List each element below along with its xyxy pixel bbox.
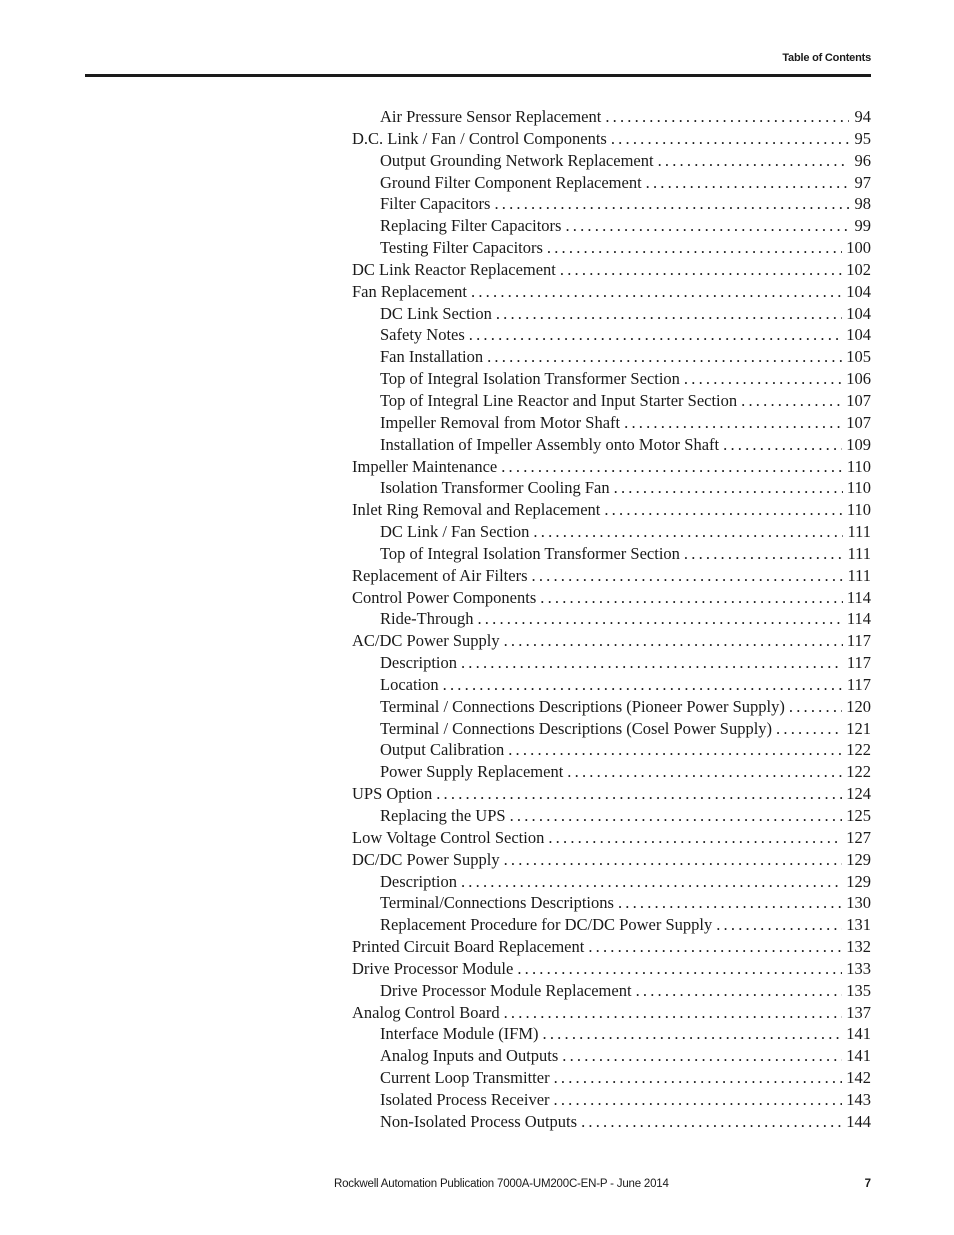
toc-entry-title: Terminal/Connections Descriptions <box>380 893 614 913</box>
toc-entry[interactable] <box>352 107 871 129</box>
toc-entry-title: Terminal / Connections Descriptions (Pioneer Power Supply) <box>380 696 785 716</box>
toc-leader-dots <box>646 173 849 193</box>
toc-entry[interactable] <box>352 194 871 216</box>
toc-entry[interactable] <box>352 653 871 675</box>
toc-entry-page: 141 <box>846 1024 871 1044</box>
toc-leader-dots <box>716 915 842 935</box>
toc-entry-title: Power Supply Replacement <box>380 762 564 782</box>
toc-entry-title: Testing Filter Capacitors <box>380 238 543 258</box>
toc-entry-title: DC Link Reactor Replacement <box>352 259 556 279</box>
toc-leader-dots <box>684 369 842 389</box>
toc-entry-title: Ride-Through <box>380 609 474 629</box>
toc-entry-page: 127 <box>846 827 871 847</box>
toc-entry[interactable] <box>352 457 871 479</box>
toc-entry[interactable] <box>352 413 871 435</box>
toc-entry-page: 122 <box>846 762 871 782</box>
toc-entry[interactable] <box>352 828 871 850</box>
toc-entry-page: 135 <box>846 980 871 1000</box>
toc-leader-dots <box>469 325 842 345</box>
toc-entry-title: Replacement of Air Filters <box>352 565 528 585</box>
toc-entry[interactable] <box>352 369 871 391</box>
toc-entry[interactable] <box>352 238 871 260</box>
footer-page-number: 7 <box>864 1178 871 1190</box>
toc-leader-dots <box>611 129 849 149</box>
toc-entry-title: Current Loop Transmitter <box>380 1068 550 1088</box>
toc-leader-dots <box>581 1112 842 1132</box>
toc-entry[interactable] <box>352 784 871 806</box>
toc-leader-dots <box>562 1046 842 1066</box>
toc-entry[interactable] <box>352 260 871 282</box>
toc-entry-page: 110 <box>846 500 871 520</box>
toc-leader-dots <box>532 566 844 586</box>
toc-entry[interactable] <box>352 347 871 369</box>
toc-entry-title: Top of Integral Isolation Transformer Section <box>380 543 680 563</box>
toc-entry-page: 111 <box>847 522 871 542</box>
toc-leader-dots <box>461 653 843 673</box>
toc-entry-page: 111 <box>847 543 871 563</box>
toc-entry-title: DC Link / Fan Section <box>380 522 530 542</box>
toc-entry-page: 102 <box>846 259 871 279</box>
toc-entry-page: 94 <box>854 107 871 126</box>
toc-entry[interactable] <box>352 391 871 413</box>
toc-leader-dots <box>658 151 849 171</box>
toc-leader-dots <box>684 544 844 564</box>
toc-leader-dots <box>436 784 842 804</box>
toc-leader-dots <box>604 500 843 520</box>
toc-entry-title: Safety Notes <box>380 325 465 345</box>
toc-leader-dots <box>477 609 842 629</box>
toc-entry-title: Description <box>380 871 457 891</box>
toc-entry-title: Top of Integral Line Reactor and Input Starter Section <box>380 390 738 410</box>
toc-entry[interactable] <box>352 981 871 1003</box>
toc-leader-dots <box>501 457 843 477</box>
toc-entry-page: 107 <box>846 390 871 410</box>
toc-entry[interactable] <box>352 719 871 741</box>
toc-leader-dots <box>776 719 842 739</box>
toc-leader-dots <box>723 435 842 455</box>
toc-entry[interactable] <box>352 325 871 347</box>
toc-entry-title: Impeller Removal from Motor Shaft <box>380 412 621 432</box>
toc-entry[interactable] <box>352 588 871 610</box>
toc-entry-title: UPS Option <box>352 784 433 804</box>
toc-entry-title: Ground Filter Component Replacement <box>380 172 642 192</box>
toc-leader-dots <box>494 194 849 214</box>
toc-leader-dots <box>741 391 842 411</box>
toc-entry-title: Output Calibration <box>380 740 505 760</box>
toc-leader-dots <box>504 1003 843 1023</box>
toc-entry[interactable] <box>352 850 871 872</box>
toc-leader-dots <box>565 216 849 236</box>
toc-leader-dots <box>789 697 842 717</box>
toc-entry-page: 122 <box>846 740 871 760</box>
toc-leader-dots <box>588 937 842 957</box>
toc-entry-page: 117 <box>846 631 871 651</box>
toc-entry-title: Analog Control Board <box>352 1002 500 1022</box>
toc-entry-title: Isolation Transformer Cooling Fan <box>380 478 610 498</box>
toc-leader-dots <box>547 238 842 258</box>
toc-entry-title: Low Voltage Control Section <box>352 827 545 847</box>
toc-entry-page: 124 <box>846 784 871 804</box>
toc-entry-page: 129 <box>846 871 871 891</box>
toc-leader-dots <box>636 981 843 1001</box>
toc-leader-dots <box>510 806 843 826</box>
toc-leader-dots <box>443 675 843 695</box>
toc-entry[interactable] <box>352 282 871 304</box>
toc-entry[interactable] <box>352 675 871 697</box>
toc-entry-title: Replacing the UPS <box>380 806 506 825</box>
toc-entry-page: 104 <box>846 303 871 323</box>
toc-leader-dots <box>605 107 849 127</box>
table-of-contents <box>352 107 871 1134</box>
toc-entry[interactable] <box>352 566 871 588</box>
toc-entry-title: Interface Module (IFM) <box>380 1024 539 1044</box>
toc-entry[interactable] <box>352 806 871 828</box>
toc-leader-dots <box>560 260 842 280</box>
toc-entry-title: Location <box>380 674 439 694</box>
toc-leader-dots <box>496 304 842 324</box>
toc-entry-page: 129 <box>846 849 871 869</box>
toc-entry-page: 117 <box>846 653 871 673</box>
toc-entry-title: Impeller Maintenance <box>352 456 498 476</box>
toc-entry-page: 144 <box>846 1111 871 1131</box>
toc-entry-page: 114 <box>846 609 871 629</box>
toc-entry-title: Non-Isolated Process Outputs <box>380 1111 578 1131</box>
toc-entry-title: Installation of Impeller Assembly onto Motor Shaft <box>380 434 720 454</box>
toc-leader-dots <box>517 959 842 979</box>
toc-entry-title: Analog Inputs and Outputs <box>380 1046 559 1066</box>
toc-entry-title: Control Power Components <box>352 587 537 607</box>
toc-entry-page: 107 <box>846 412 871 432</box>
toc-entry[interactable] <box>352 216 871 238</box>
toc-entry[interactable] <box>352 500 871 522</box>
toc-entry-title: Drive Processor Module <box>352 958 514 978</box>
toc-leader-dots <box>567 762 842 782</box>
toc-entry-page: 111 <box>847 565 871 585</box>
toc-entry[interactable] <box>352 631 871 653</box>
toc-entry-page: 96 <box>854 150 871 170</box>
toc-entry[interactable] <box>352 1068 871 1090</box>
toc-entry-page: 110 <box>846 478 871 498</box>
toc-entry-page: 99 <box>854 216 871 236</box>
running-header: Table of Contents <box>782 52 871 64</box>
toc-entry-title: Top of Integral Isolation Transformer Section <box>380 369 680 389</box>
toc-entry[interactable] <box>352 151 871 173</box>
toc-entry-title: Printed Circuit Board Replacement <box>352 937 585 957</box>
toc-leader-dots <box>618 893 842 913</box>
toc-entry-page: 133 <box>846 958 871 978</box>
toc-entry-title: Fan Installation <box>380 347 484 367</box>
toc-entry[interactable] <box>352 1024 871 1046</box>
toc-entry[interactable] <box>352 915 871 937</box>
toc-leader-dots <box>540 588 843 608</box>
toc-entry-page: 109 <box>846 434 871 454</box>
toc-leader-dots <box>508 740 842 760</box>
toc-entry-title: D.C. Link / Fan / Control Components <box>352 128 607 148</box>
toc-entry-title: Filter Capacitors <box>380 194 491 214</box>
toc-entry[interactable] <box>352 1046 871 1068</box>
toc-leader-dots <box>624 413 842 433</box>
toc-entry-page: 141 <box>846 1046 871 1066</box>
toc-entry-title: Fan Replacement <box>352 281 468 301</box>
toc-entry-title: AC/DC Power Supply <box>352 631 500 651</box>
toc-entry[interactable] <box>352 1112 871 1134</box>
toc-leader-dots <box>461 872 842 892</box>
toc-entry-page: 95 <box>854 128 871 148</box>
toc-leader-dots <box>504 631 843 651</box>
toc-entry-page: 120 <box>846 696 871 716</box>
toc-entry[interactable] <box>352 740 871 762</box>
toc-entry[interactable] <box>352 697 871 719</box>
toc-entry-page: 100 <box>846 238 871 258</box>
toc-entry-title: Inlet Ring Removal and Replacement <box>352 500 601 520</box>
toc-leader-dots <box>554 1090 843 1110</box>
toc-leader-dots <box>533 522 843 542</box>
toc-entry-page: 137 <box>846 1002 871 1022</box>
toc-entry-page: 143 <box>846 1089 871 1109</box>
toc-entry-page: 132 <box>846 937 871 957</box>
toc-entry[interactable] <box>352 304 871 326</box>
toc-entry-title: DC/DC Power Supply <box>352 849 500 869</box>
toc-entry[interactable] <box>352 1003 871 1025</box>
toc-entry-page: 98 <box>854 194 871 214</box>
toc-leader-dots <box>471 282 842 302</box>
toc-entry[interactable] <box>352 435 871 457</box>
toc-entry-page: 121 <box>846 718 871 738</box>
toc-entry[interactable] <box>352 937 871 959</box>
toc-entry[interactable] <box>352 959 871 981</box>
toc-entry-title: Output Grounding Network Replacement <box>380 150 654 170</box>
toc-leader-dots <box>548 828 842 848</box>
toc-entry-page: 114 <box>846 587 871 607</box>
toc-entry-title: Replacing Filter Capacitors <box>380 216 562 236</box>
toc-leader-dots <box>487 347 842 367</box>
toc-entry[interactable] <box>352 893 871 915</box>
toc-entry-page: 117 <box>846 674 871 694</box>
toc-entry-title: Replacement Procedure for DC/DC Power Supply <box>380 915 713 935</box>
toc-entry[interactable] <box>352 522 871 544</box>
toc-entry-title: Description <box>380 653 457 673</box>
toc-entry[interactable] <box>352 609 871 631</box>
toc-leader-dots <box>614 478 843 498</box>
toc-leader-dots <box>504 850 843 870</box>
toc-entry-page: 104 <box>846 325 871 345</box>
toc-entry[interactable] <box>352 762 871 784</box>
toc-entry[interactable] <box>352 544 871 566</box>
toc-entry-page: 97 <box>854 172 871 192</box>
toc-entry-page: 110 <box>846 456 871 476</box>
toc-entry-page: 125 <box>846 806 871 825</box>
toc-entry-title: Terminal / Connections Descriptions (Cosel Power Supply) <box>380 718 773 738</box>
toc-entry-page: 106 <box>846 369 871 389</box>
toc-entry[interactable] <box>352 478 871 500</box>
toc-leader-dots <box>554 1068 843 1088</box>
toc-leader-dots <box>543 1024 843 1044</box>
toc-entry-page: 105 <box>846 347 871 367</box>
toc-entry-page: 131 <box>846 915 871 935</box>
toc-entry-page: 142 <box>846 1068 871 1088</box>
toc-entry[interactable] <box>352 872 871 894</box>
toc-entry-page: 130 <box>846 893 871 913</box>
toc-entry[interactable] <box>352 1090 871 1112</box>
toc-entry-title: DC Link Section <box>380 303 492 323</box>
toc-entry-title: Air Pressure Sensor Replacement <box>380 107 602 126</box>
toc-entry-title: Isolated Process Receiver <box>380 1089 550 1109</box>
toc-entry[interactable] <box>352 129 871 151</box>
footer-publication: Rockwell Automation Publication 7000A-UM200C-EN-P - June 2014 <box>334 1178 669 1190</box>
toc-entry-page: 104 <box>846 281 871 301</box>
toc-entry[interactable] <box>352 173 871 195</box>
toc-entry-title: Drive Processor Module Replacement <box>380 980 632 1000</box>
header-rule <box>85 74 871 77</box>
